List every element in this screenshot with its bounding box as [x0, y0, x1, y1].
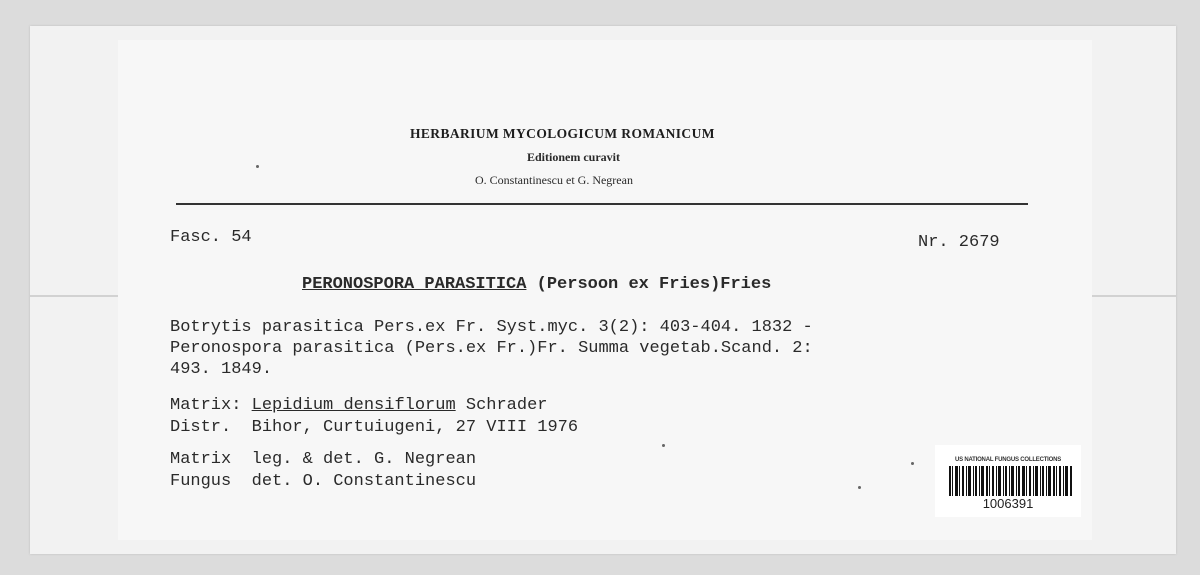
matrix-host: Lepidium densiflorum	[251, 396, 456, 415]
synonymy-line-1: Botrytis parasitica Pers.ex Fr. Syst.myc. 3(2): 403-404. 1832 -	[170, 318, 813, 337]
matrix-label: Matrix:	[170, 396, 252, 415]
species-name: PERONOSPORA PARASITICA	[302, 275, 527, 294]
specks	[662, 444, 665, 447]
species-line	[302, 275, 771, 295]
specks	[911, 462, 914, 465]
synonymy-line-2: Peronospora parasitica (Pers.ex Fr.)Fr. Summa vegetab.Scand. 2:	[170, 339, 813, 358]
distribution-line: Distr. Bihor, Curtuiugeni, 27 VIII 1976	[170, 418, 579, 437]
matrix-line	[170, 396, 548, 416]
barcode-number: 1006391	[982, 496, 1034, 511]
specks	[858, 486, 861, 489]
herbarium-title: HERBARIUM MYCOLOGICUM ROMANICUM	[410, 126, 715, 141]
herbarium-subtitle: Editionem curavit	[527, 150, 620, 164]
collector-line-1: Matrix leg. & det. G. Negrean	[170, 450, 477, 469]
barcode-bars	[949, 466, 1073, 496]
barcode-label	[935, 445, 1081, 517]
specimen-number: Nr. 2679	[918, 233, 1000, 252]
species-authority: (Persoon ex Fries)Fries	[526, 275, 772, 294]
synonymy-line-3: 493. 1849.	[170, 360, 273, 379]
collector-line-2: Fungus det. O. Constantinescu	[170, 472, 477, 491]
header-divider	[176, 203, 1028, 205]
barcode-title: US NATIONAL FUNGUS COLLECTIONS	[954, 457, 1062, 463]
specks	[256, 165, 259, 168]
herbarium-editors: O. Constantinescu et G. Negrean	[475, 173, 633, 187]
fascicle-number: Fasc. 54	[170, 228, 252, 247]
matrix-host-author: Schrader	[455, 396, 548, 415]
